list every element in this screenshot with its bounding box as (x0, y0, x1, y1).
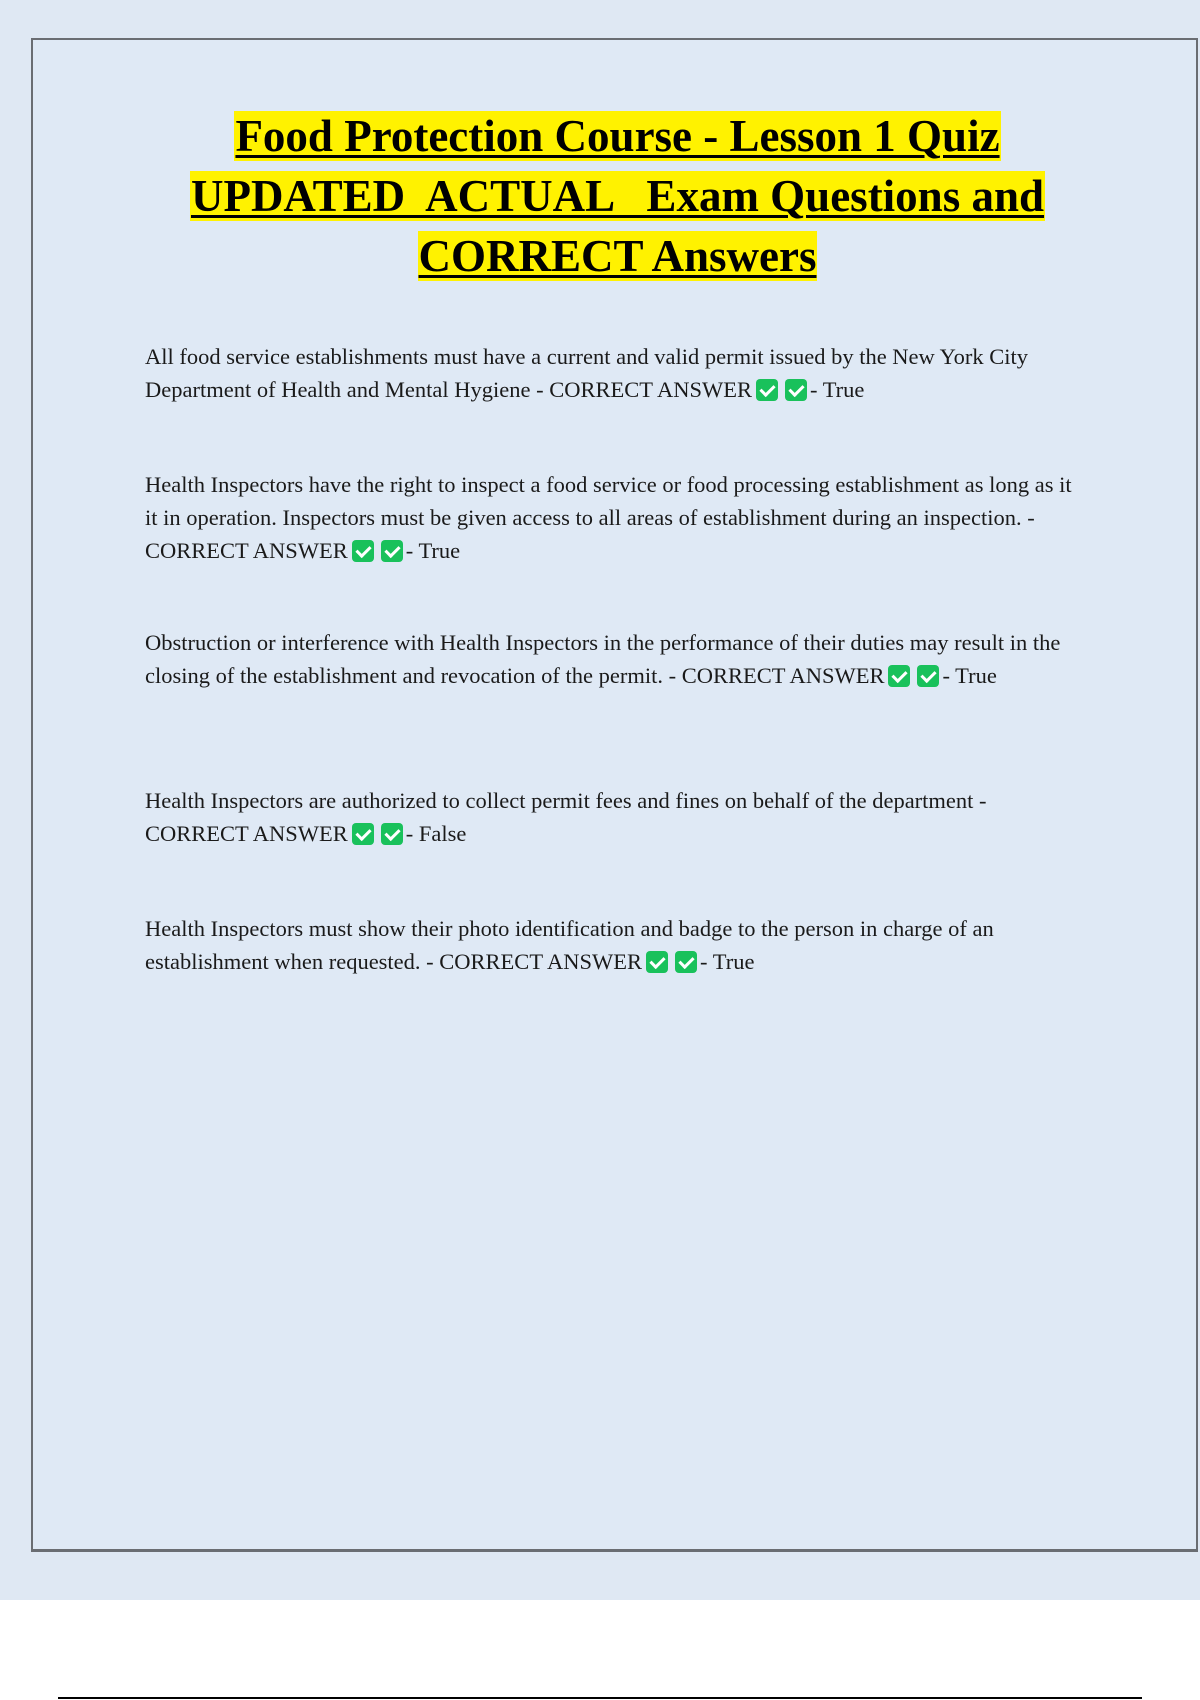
qa-item-4 (145, 784, 1085, 850)
check-mark-icon (381, 540, 403, 562)
check-mark-icon (756, 379, 778, 401)
check-mark-icon (917, 665, 939, 687)
answer-text: - True (405, 538, 461, 563)
question-text: Health Inspectors are authorized to collect permit fees and fines on behalf of the department - CORRECT ANSWER (145, 788, 987, 846)
footer-divider (58, 1697, 1142, 1699)
document-title (95, 106, 1140, 286)
check-mark-icon (381, 823, 403, 845)
check-mark-icon (785, 379, 807, 401)
check-mark-icon (352, 540, 374, 562)
question-text: Obstruction or interference with Health Inspectors in the performance of their duties may result in the closing of the establishment and revocation of the permit. - CORRECT ANSWER (145, 630, 1061, 688)
answer-text: - False (405, 821, 467, 846)
qa-item-2 (145, 468, 1085, 567)
check-mark-icon (888, 665, 910, 687)
title-line-1: Food Protection Course - Lesson 1 Quiz (235, 111, 1000, 161)
check-mark-icon (675, 951, 697, 973)
title-line-2: UPDATED ACTUAL Exam Questions and (190, 171, 1045, 221)
answer-text: - True (809, 377, 865, 402)
question-text: All food service establishments must have a current and valid permit issued by the New York City Department of Health and Mental Hygiene - CORRECT ANSWER (145, 344, 1028, 402)
answer-text: - True (700, 949, 755, 974)
qa-item-1 (145, 340, 1085, 406)
check-mark-icon (352, 823, 374, 845)
check-mark-icon (646, 951, 668, 973)
question-text: Health Inspectors have the right to inspect a food service or food processing establishment as long as it it in operation. Inspectors must be given access to all areas of establishment during an inspection. - CORRECT ANSWER (145, 472, 1072, 563)
question-text: Health Inspectors must show their photo identification and badge to the person in charge of an establishment when requested. - CORRECT ANSWER (145, 916, 994, 974)
qa-item-3 (145, 626, 1085, 692)
title-line-3: CORRECT Answers (418, 231, 817, 281)
answer-text: - True (942, 663, 997, 688)
qa-item-5 (145, 912, 1085, 978)
